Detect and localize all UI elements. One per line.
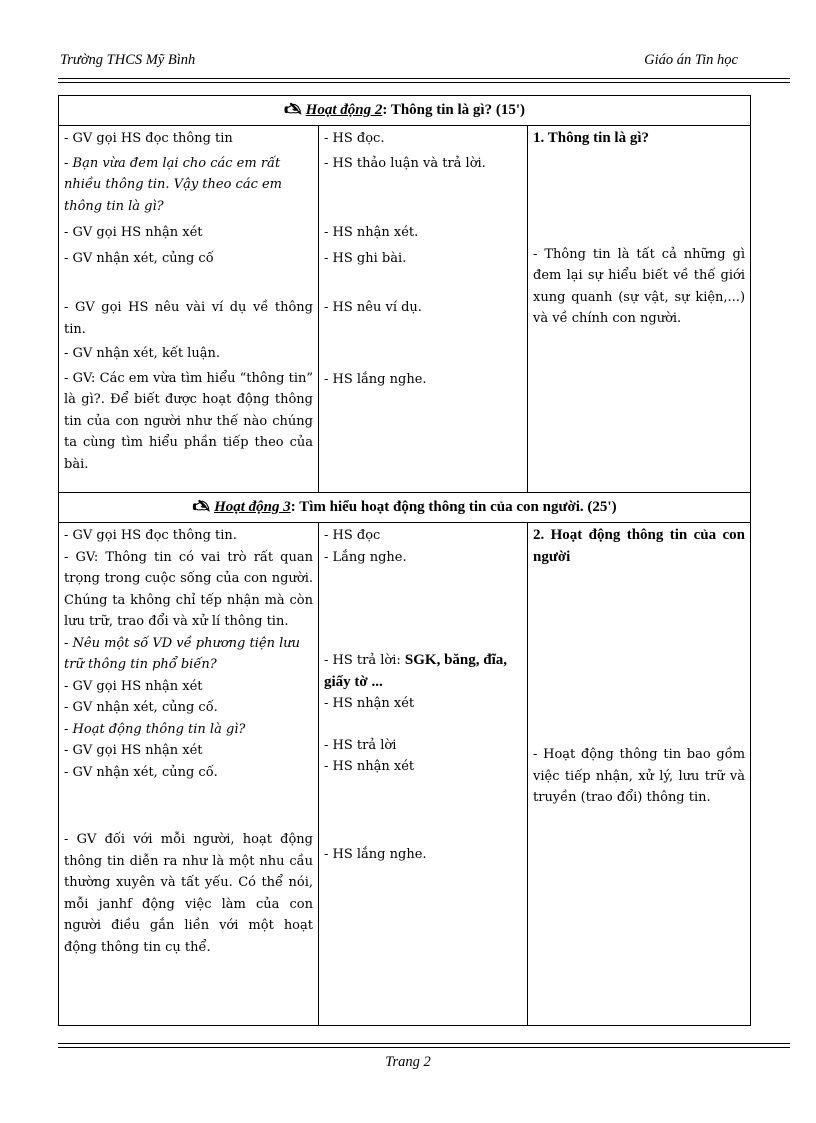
section3-content-cell [528,523,751,1026]
list-item: - GV gọi HS nhận xét [64,743,203,758]
page-number: Trang 2 [385,1054,431,1070]
header-rule-2 [58,82,790,83]
list-item: - GV nhận xét, kết luận. [64,346,220,361]
list-item: - GV: Thông tin có vai trò rất quan trọng trong cuộc sống của con người. Chúng ta không chỉ tếp nhận mà còn lưu trữ, trao đổi và xử lí thông tin. [64,549,313,629]
list-item: - HS nhận xét [324,696,415,711]
answer-bold: SGK, băng, đĩa, giấy tờ ... [324,652,508,690]
section2-content-cell [528,126,751,493]
list-item: - HS ghi bài. [324,250,407,266]
section3-header-row [59,493,751,523]
list-item: - HS lắng nghe. [324,371,427,387]
answer-prefix: - HS trả lời: [324,653,405,668]
list-item: - Nêu một số VD về phương tiện lưu trữ thông tin phổ biến? [64,635,300,672]
list-item: - GV gọi HS nêu vài ví dụ về thông tin. [64,300,313,337]
list-item: - GV nhận xét, củng cố. [64,700,218,715]
list-item: - HS nhận xét [324,759,415,774]
list-item: - Hoạt động thông tin là gì? [64,721,246,737]
section3-teacher-cell [59,523,319,1026]
list-item: - HS lắng nghe. [324,846,427,862]
section3-label: Hoạt động 3 [214,498,291,515]
list-item: - GV nhận xét, củng cố. [64,764,218,780]
list-item: - GV gọi HS nhận xét [64,678,203,694]
section2-content-heading: 1. Thông tin là gì? [533,130,650,146]
section2-teacher-cell [59,126,319,493]
list-item: - HS đọc [324,528,381,543]
section2-header-row [59,96,751,126]
section3-content-heading: 2. Hoạt động thông tin của con người [533,527,746,565]
list-item: - Bạn vừa đem lại cho các em rất nhiều thông tin. Vậy theo các em thông tin là gì? [64,155,283,214]
section2-title-text: : Thông tin là gì? (15') [382,101,526,118]
section2-body-row [59,126,751,493]
lesson-table [58,95,751,1026]
list-item: - Lắng nghe. [324,549,407,565]
section3-content-body: - Hoạt động thông tin bao gồm việc tiếp nhận, xử lý, lưu trữ và truyền (trao đổi) thông tin. [533,747,746,805]
list-item: - GV đối với mỗi người, hoạt động thông tin diễn ra như là một nhu cầu thường xuyên và tất yếu. Có thể nói, mỗi janhf động việc làm của con người điều gắn liền với một hoạt động thông tin cụ thể. [64,832,313,955]
list-item: - HS đọc. [324,131,385,146]
list-item: - GV gọi HS đọc thông tin [64,131,233,146]
section3-student-cell [319,523,528,1026]
section3-body-row [59,523,751,1026]
section3-title-text: : Tìm hiểu hoạt động thông tin của con người. (25') [290,498,617,515]
section2-label: Hoạt động 2 [305,101,383,118]
section2-content-body: - Thông tin là tất cả những gì đem lại sự hiểu biết về thế giới xung quanh (sự vật, sự kiện,...) và về chính con người. [533,246,746,326]
list-item: - GV gọi HS nhận xét [64,225,203,240]
list-item: - GV gọi HS đọc thông tin. [64,528,237,543]
footer-rule [58,1043,790,1044]
section2-title [59,96,751,126]
list-item: - HS trả lời [324,737,397,753]
header-school: Trường THCS Mỹ Bình [60,52,196,68]
pointing-hand-icon: 🖎 [192,498,211,515]
list-item: - GV: Các em vừa tìm hiểu “thông tin” là gì?. Để biết được hoạt động thông tin của con người như thế nào chúng ta cùng tìm hiểu phần tiếp theo của bài. [64,370,313,472]
section2-student-cell [319,126,528,493]
list-item: - HS nêu ví dụ. [324,300,422,315]
header-rule [58,78,790,79]
list-item: - HS thảo luận và trả lời. [324,155,486,171]
section3-title [59,493,751,523]
list-item: - HS nhận xét. [324,225,419,240]
pointing-hand-icon: 🖎 [284,101,302,118]
list-item [324,568,522,693]
list-item: - GV nhận xét, củng cố [64,250,214,266]
footer-rule-2 [58,1047,790,1048]
header-subject: Giáo án Tin học [644,52,738,68]
